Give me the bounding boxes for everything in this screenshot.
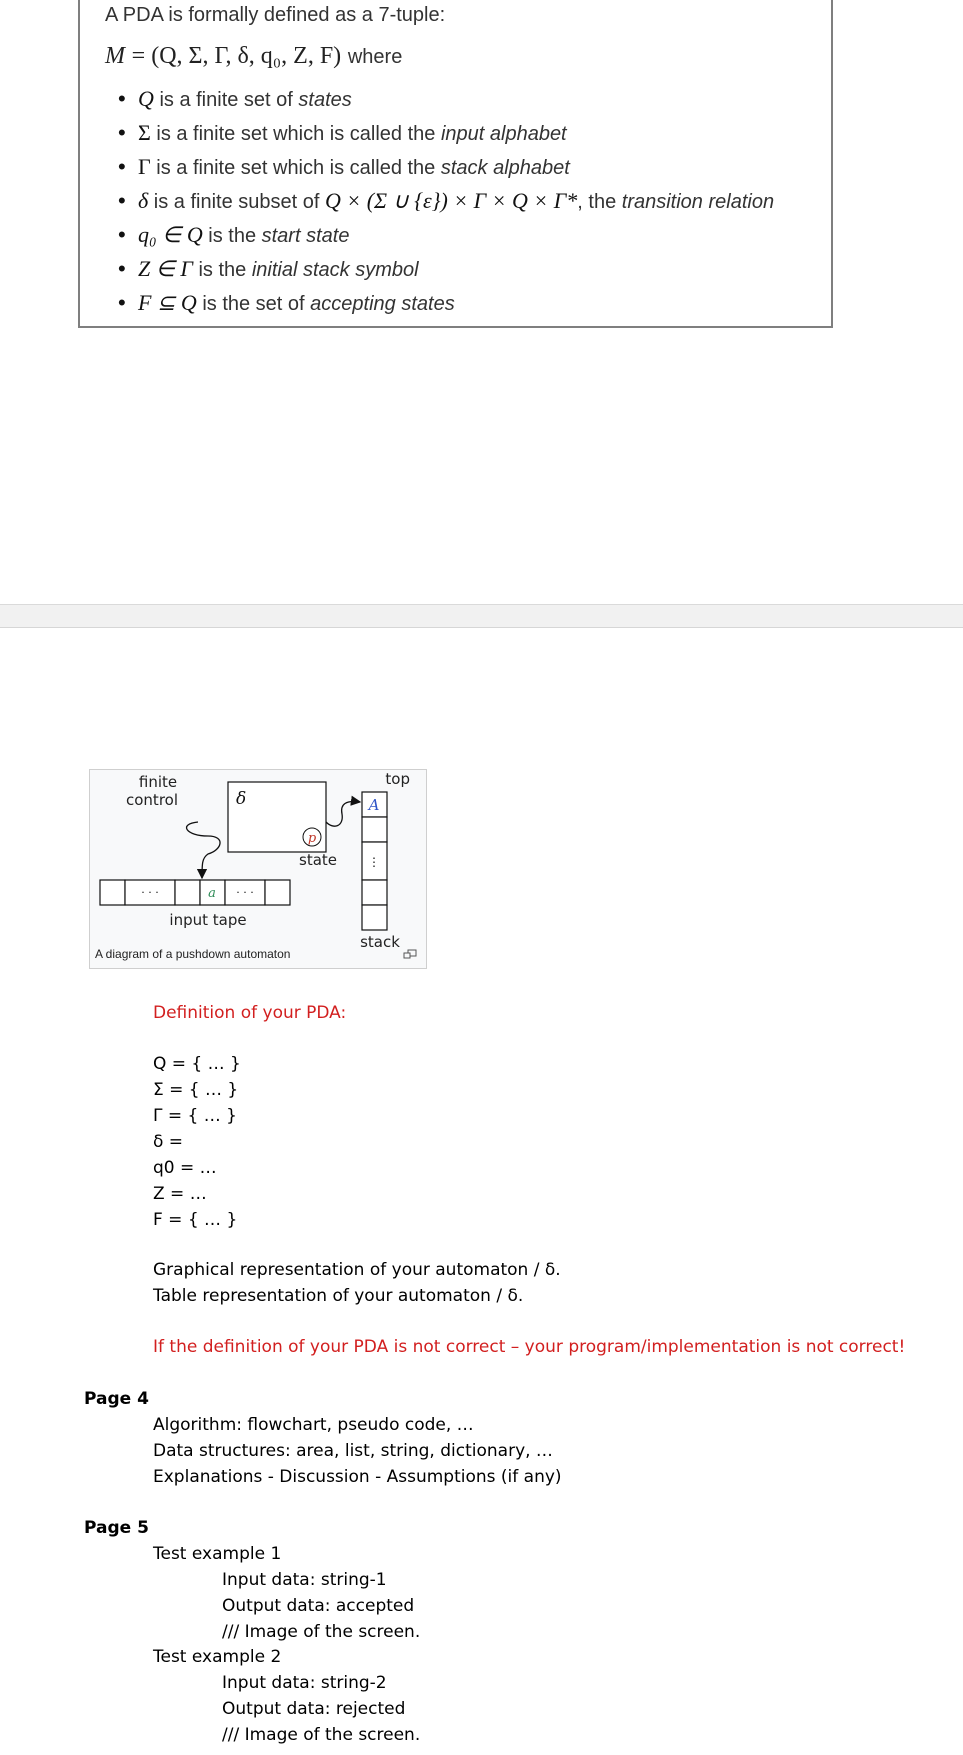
definition-item-input-alphabet: • Σ is a finite set which is called the input alphabet	[118, 118, 774, 152]
test1-title: Test example 1	[153, 1544, 282, 1564]
tuple-rhs: = (Q, Σ, Γ, δ, q₀, Z, F)	[131, 43, 342, 69]
state-p: p	[307, 831, 317, 846]
pda-line-q0: q0 = …	[153, 1158, 217, 1178]
definition-intro: A PDA is formally defined as a 7-tuple:	[105, 4, 446, 26]
test1-output: Output data: accepted	[222, 1596, 415, 1616]
tuple-definition	[105, 42, 402, 70]
finite-control-label-1: finite	[138, 773, 178, 791]
definition-item-states: • Q is a finite set of states	[118, 84, 774, 118]
pda-line-delta: δ =	[153, 1132, 184, 1152]
tuple-lhs: M	[105, 43, 125, 69]
page4-line-algorithm: Algorithm: flowchart, pseudo code, …	[153, 1415, 474, 1435]
input-tape-cells	[100, 880, 290, 905]
definition-item-accepting-states: • F ⊆ Q is the set of accepting states	[118, 288, 774, 322]
correctness-warning: If the definition of your PDA is not correct – your program/implementation is not correct!	[153, 1337, 906, 1357]
state-label: state	[299, 851, 337, 869]
pda-heading: Definition of your PDA:	[153, 1003, 347, 1023]
page4-label: Page 4	[84, 1389, 149, 1409]
page4-line-explanations: Explanations - Discussion - Assumptions (if any)	[153, 1467, 562, 1487]
test2-output: Output data: rejected	[222, 1699, 406, 1719]
test2-image: /// Image of the screen.	[222, 1725, 421, 1745]
tape-head-arrow	[187, 822, 221, 878]
definition-list	[118, 84, 774, 322]
pda-line-Q: Q = { … }	[153, 1054, 241, 1074]
definition-item-stack-alphabet: • Γ is a finite set which is called the stack alphabet	[118, 152, 774, 186]
pda-diagram	[90, 770, 428, 970]
tape-dots-left: · · ·	[141, 886, 159, 899]
pda-line-Z: Z = …	[153, 1184, 207, 1204]
graphical-representation-line: Graphical representation of your automaton / δ.	[153, 1260, 561, 1280]
input-tape-label: input tape	[169, 911, 247, 929]
tape-symbol: a	[208, 886, 216, 901]
definition-item-initial-stack-symbol: • Z ∈ Γ is the initial stack symbol	[118, 254, 774, 288]
table-representation-line: Table representation of your automaton / δ.	[153, 1286, 524, 1306]
tuple-where: where	[347, 46, 403, 68]
figure-caption: A diagram of a pushdown automaton	[95, 947, 291, 961]
test2-input: Input data: string-2	[222, 1673, 387, 1693]
page-separator	[0, 604, 963, 628]
finite-control-label-2: control	[126, 791, 178, 809]
test1-input: Input data: string-1	[222, 1570, 387, 1590]
definition-item-start-state: • q₀ ∈ Q is the start state	[118, 220, 774, 254]
page5-label: Page 5	[84, 1518, 149, 1538]
pda-line-Gamma: Γ = { … }	[153, 1106, 237, 1126]
stack-top-symbol: A	[368, 796, 380, 814]
test2-title: Test example 2	[153, 1647, 282, 1667]
enlarge-icon[interactable]	[404, 950, 416, 958]
pda-line-Sigma: Σ = { … }	[153, 1080, 239, 1100]
stack-label: stack	[360, 933, 400, 951]
page4-line-data-structures: Data structures: area, list, string, dictionary, …	[153, 1441, 553, 1461]
test1-image: /// Image of the screen.	[222, 1622, 421, 1642]
stack-pointer-arrow	[326, 802, 360, 827]
delta-symbol: δ	[236, 789, 247, 809]
pda-line-F: F = { … }	[153, 1210, 238, 1230]
definition-item-transition-relation: • δ is a finite subset of Q × (Σ ∪ {ε}) × Γ × Q × Γ*, the transition relation	[118, 186, 774, 220]
tape-dots-right: · · ·	[236, 886, 254, 899]
stack-dots: ⋮	[368, 855, 380, 869]
stack-top-label: top	[385, 770, 410, 788]
pda-diagram-figure	[89, 769, 427, 969]
